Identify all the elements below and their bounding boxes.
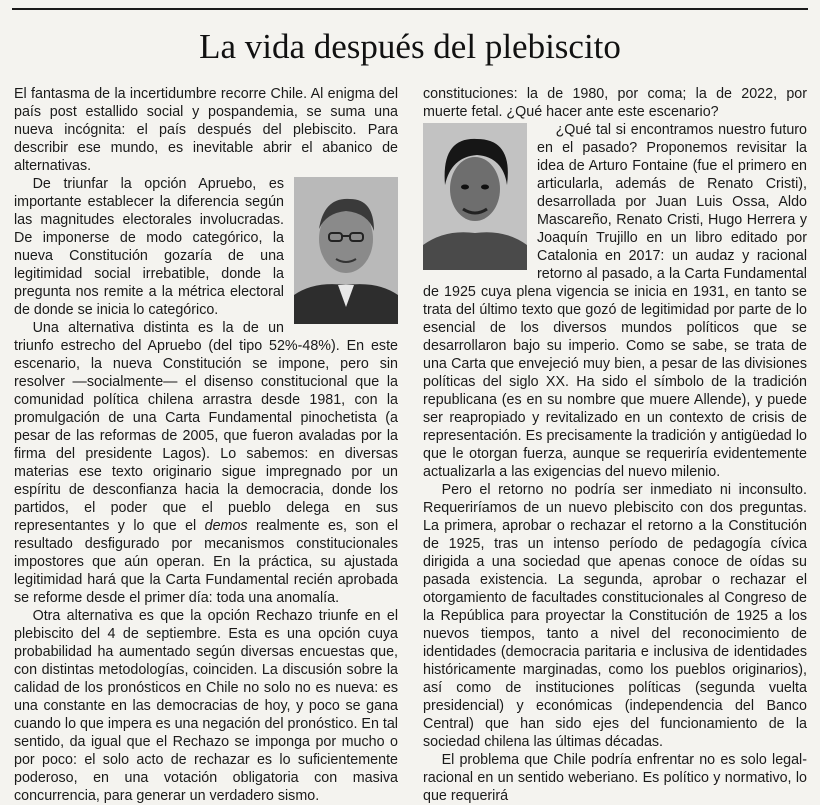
paragraph: constituciones: la de 1980, por coma; la de 2022, por muerte fetal. ¿Qué hacer ante este escenario?	[423, 86, 807, 120]
portrait-illustration	[294, 177, 398, 324]
paragraph	[14, 319, 398, 607]
article-headline: La vida después del plebiscito	[199, 27, 621, 66]
top-rule	[12, 8, 808, 10]
paragraph-text: Una alternativa distinta es la de un triunfo estrecho del Apruebo (del tipo 52%-48%). En este escenario, la nueva Constitución se impone, pero sin resolver —socialmente— el disenso constitucional que la comunidad política chilena arrastra desde 1981, con la promulgación de una Carta Fundamental pinochetista (a pesar de las reformas de 2005, que fueron avaladas por la firma del presidente Lagos). Lo sabemos: en diversas materias ese texto originario sigue impregnado por un espíritu de desconfianza hacia la democracia, donde los partidos, el poder que el pueblo delega en sus representantes y lo que el	[14, 320, 398, 534]
emphasis-demos: demos	[204, 518, 248, 534]
portrait-illustration	[423, 123, 527, 270]
paragraph: ¿Qué tal si encontramos nuestro futuro en el pasado? Proponemos revisitar la idea de Arturo Fontaine (fue el primero en articularla, además de Renato Cristi), desarrollada por Juan Luis Ossa, Aldo Mascareño, Renato Cristi, Hugo Herrera y Joaquín Trujillo en un libro editado por Catalonia en 2017: un audaz y racional retorno al pasado, a la Carta Fundamental de 1925 cuya plena vigencia se inicia en 1931, en tanto se trata del último texto que gozó de legitimidad por parte de lo esencial de los diversos mundos políticos que se desarrollaron bajo su imperio. Como se sabe, se trata de una Carta que envejeció muy bien, a pesar de las divisiones políticas del siglo XX. Ha sido el símbolo de la tradición republicana (es en su nombre que muere Allende), y puede ser reapropiado y revitalizado en un contexto de crisis de representación. Es precisamente la tradición y antigüedad lo que le otorgan fuerza, aunque se requeriría evidentemente actualizarla a las exigencias del nuevo milenio.	[423, 122, 807, 480]
author-photo-man-with-glasses	[294, 177, 398, 324]
author-photo-young-man	[423, 123, 527, 270]
paragraph: El problema que Chile podría enfrentar no es solo legal-racional en un sentido weberiano. Es político y normativo, lo que requerirá	[423, 752, 807, 804]
paragraph: Pero el retorno no podría ser inmediato ni inconsulto. Requeriríamos de un nuevo plebiscito con dos preguntas. La primera, aprobar o rechazar el retorno a la Constitución de 1925, tras un intenso período de pedagogía cívica dirigida a una sociedad que apenas conoce de oídas su pasada existencia. La segunda, aprobar o rechazar el otorgamiento de facultades constitucionales al Congreso de la República para proyectar la Constitución de 1925 a los nuevos tiempos, tanto a nivel del reconocimiento de identidades (democracia paritaria e inclusiva de identidades históricamente marginadas, como los pueblos originarios), así como de instituciones políticas (segunda vuelta presidencial) y económicas (independencia del Banco Central) que han sido ejes del funcionamiento de la sociedad chilena las últimas décadas.	[423, 482, 807, 750]
paragraph: De triunfar la opción Apruebo, es importante establecer la diferencia según las magnitudes electorales involucradas. De imponerse de modo categórico, la nueva Constitución gozaría de una legitimidad social irrebatible, donde la pregunta nos remite a la métrica electoral de donde se inicia lo categórico.	[14, 176, 284, 318]
paragraph: El fantasma de la incertidumbre recorre Chile. Al enigma del país post estallido social y pospandemia, se suma una nueva incógnita: el país después del plebiscito. Para describir ese mundo, es inevitable abrir el abanico de alternativas.	[14, 86, 398, 174]
paragraph-text: realmente es, son el resultado desfigurado por mecanismos constitucionales impostores que aún operan. En la práctica, su ajustada legitimidad hará que la Carta Fundamental recién aprobada se reforme desde el primer día: toda una anomalía.	[14, 518, 398, 606]
article-column-right	[423, 85, 807, 805]
article-column-left	[14, 85, 398, 805]
paragraph: Otra alternativa es que la opción Rechazo triunfe en el plebiscito del 4 de septiembre. Esta es una opción cuya probabilidad ha aumentado según diversas encuestas que, con distintas metodologías, coinciden. La discusión sobre la calidad de los pronósticos en Chile no solo no es nueva: es una constante en las democracias de hoy, y poco se gana cuando lo que impera es una negación del pronóstico. En tal sentido, da igual que el Rechazo se imponga por mucho o por poco: el solo acto de rechazar es lo suficientemente poderoso, en una votación obligatoria con masiva concurrencia, para generar un verdadero sismo.	[14, 608, 398, 804]
